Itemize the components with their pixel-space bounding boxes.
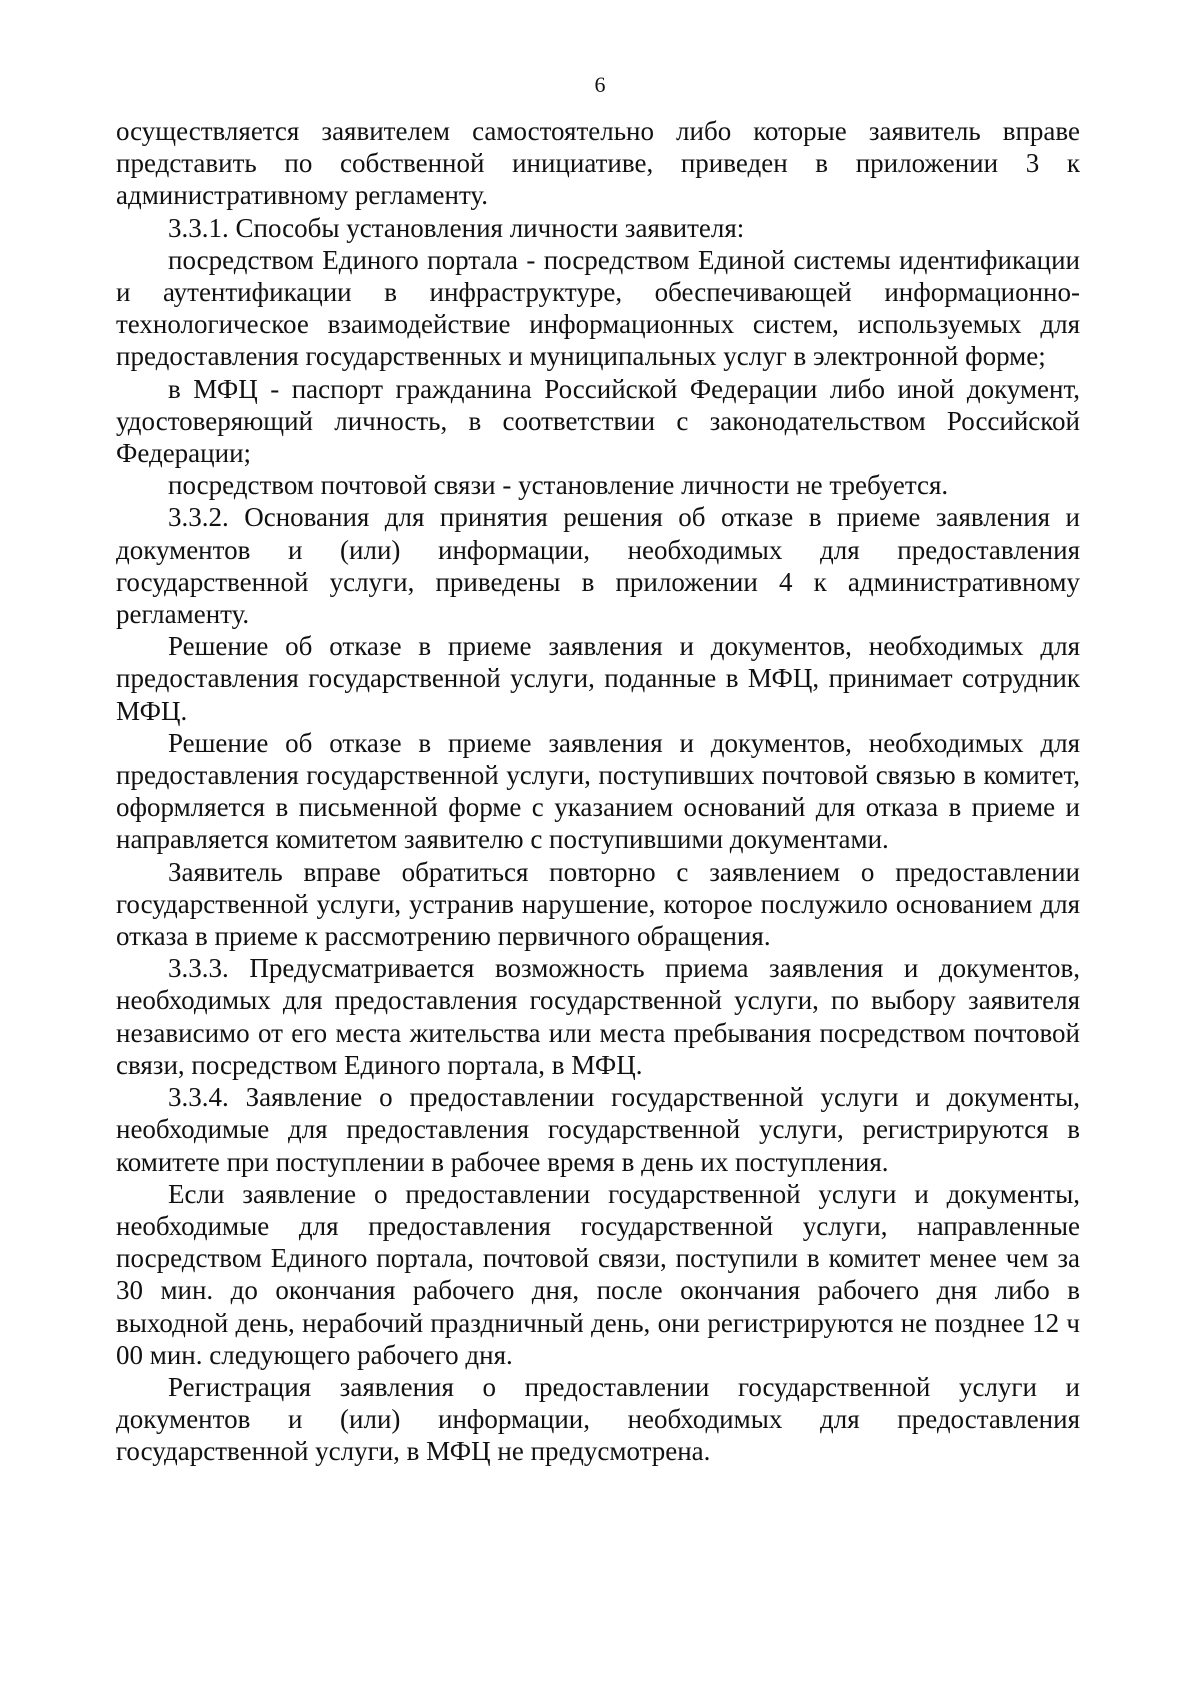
paragraph: 3.3.4. Заявление о предоставлении государственной услуги и документы, необходимые для предоставления государственной услуги, регистрируются в комитете при поступлении в рабочее время в день их поступления. bbox=[116, 1082, 1080, 1177]
paragraph: Регистрация заявления о предоставлении государственной услуги и документов и (или) информации, необходимых для предоставления государственной услуги, в МФЦ не предусмотрена. bbox=[116, 1371, 1080, 1467]
document-body bbox=[116, 115, 1080, 1468]
paragraph: Решение об отказе в приеме заявления и документов, необходимых для предоставления государственной услуги, поступивших почтовой связью в комитет, оформляется в письменной форме с указанием оснований для отказа в приеме и направляется комитетом заявителю с поступившими документами. bbox=[116, 727, 1080, 855]
paragraph: Решение об отказе в приеме заявления и документов, необходимых для предоставления государственной услуги, поданные в МФЦ, принимает сотрудник МФЦ. bbox=[116, 631, 1080, 726]
paragraph: посредством Единого портала - посредством Единой системы идентификации и аутентификации в инфраструктуре, обеспечивающей информационно-технологическое взаимодействие информационных систем, используемых для предоставления государственных и муниципальных услуг в электронной форме; bbox=[116, 244, 1080, 372]
paragraph: осуществляется заявителем самостоятельно либо которые заявитель вправе представить по собственной инициативе, приведен в приложении 3 к административному регламенту. bbox=[116, 116, 1080, 211]
paragraph: 3.3.2. Основания для принятия решения об отказе в приеме заявления и документов и (или) информации, необходимых для предоставления государственной услуги, приведены в приложении 4 к административному регламенту. bbox=[116, 502, 1080, 630]
paragraph: 3.3.3. Предусматривается возможность приема заявления и документов, необходимых для предоставления государственной услуги, по выбору заявителя независимо от его места жительства или места пребывания посредством почтовой связи, посредством Единого портала, в МФЦ. bbox=[116, 953, 1080, 1080]
paragraph: Заявитель вправе обратиться повторно с заявлением о предоставлении государственной услуги, устранив нарушение, которое послужило основанием для отказа в приеме к рассмотрению первичного обращения. bbox=[116, 856, 1080, 952]
paragraph: 3.3.1. Способы установления личности заявителя: bbox=[168, 212, 745, 243]
paragraph: посредством почтовой связи - установление личности не требуется. bbox=[168, 470, 949, 501]
page-number: 6 bbox=[594, 72, 606, 97]
paragraph: Если заявление о предоставлении государственной услуги и документы, необходимые для предоставления государственной услуги, направленные посредством Единого портала, почтовой связи, поступили в комитет менее чем за 30 мин. до окончания рабочего дня, после окончания рабочего дня либо в выходной день, нерабочий праздничный день, они регистрируются не позднее 12 ч 00 мин. следующего рабочего дня. bbox=[116, 1178, 1080, 1370]
paragraph: в МФЦ - паспорт гражданина Российской Федерации либо иной документ, удостоверяющий личность, в соответствии с законодательством Российской Федерации; bbox=[116, 373, 1080, 469]
